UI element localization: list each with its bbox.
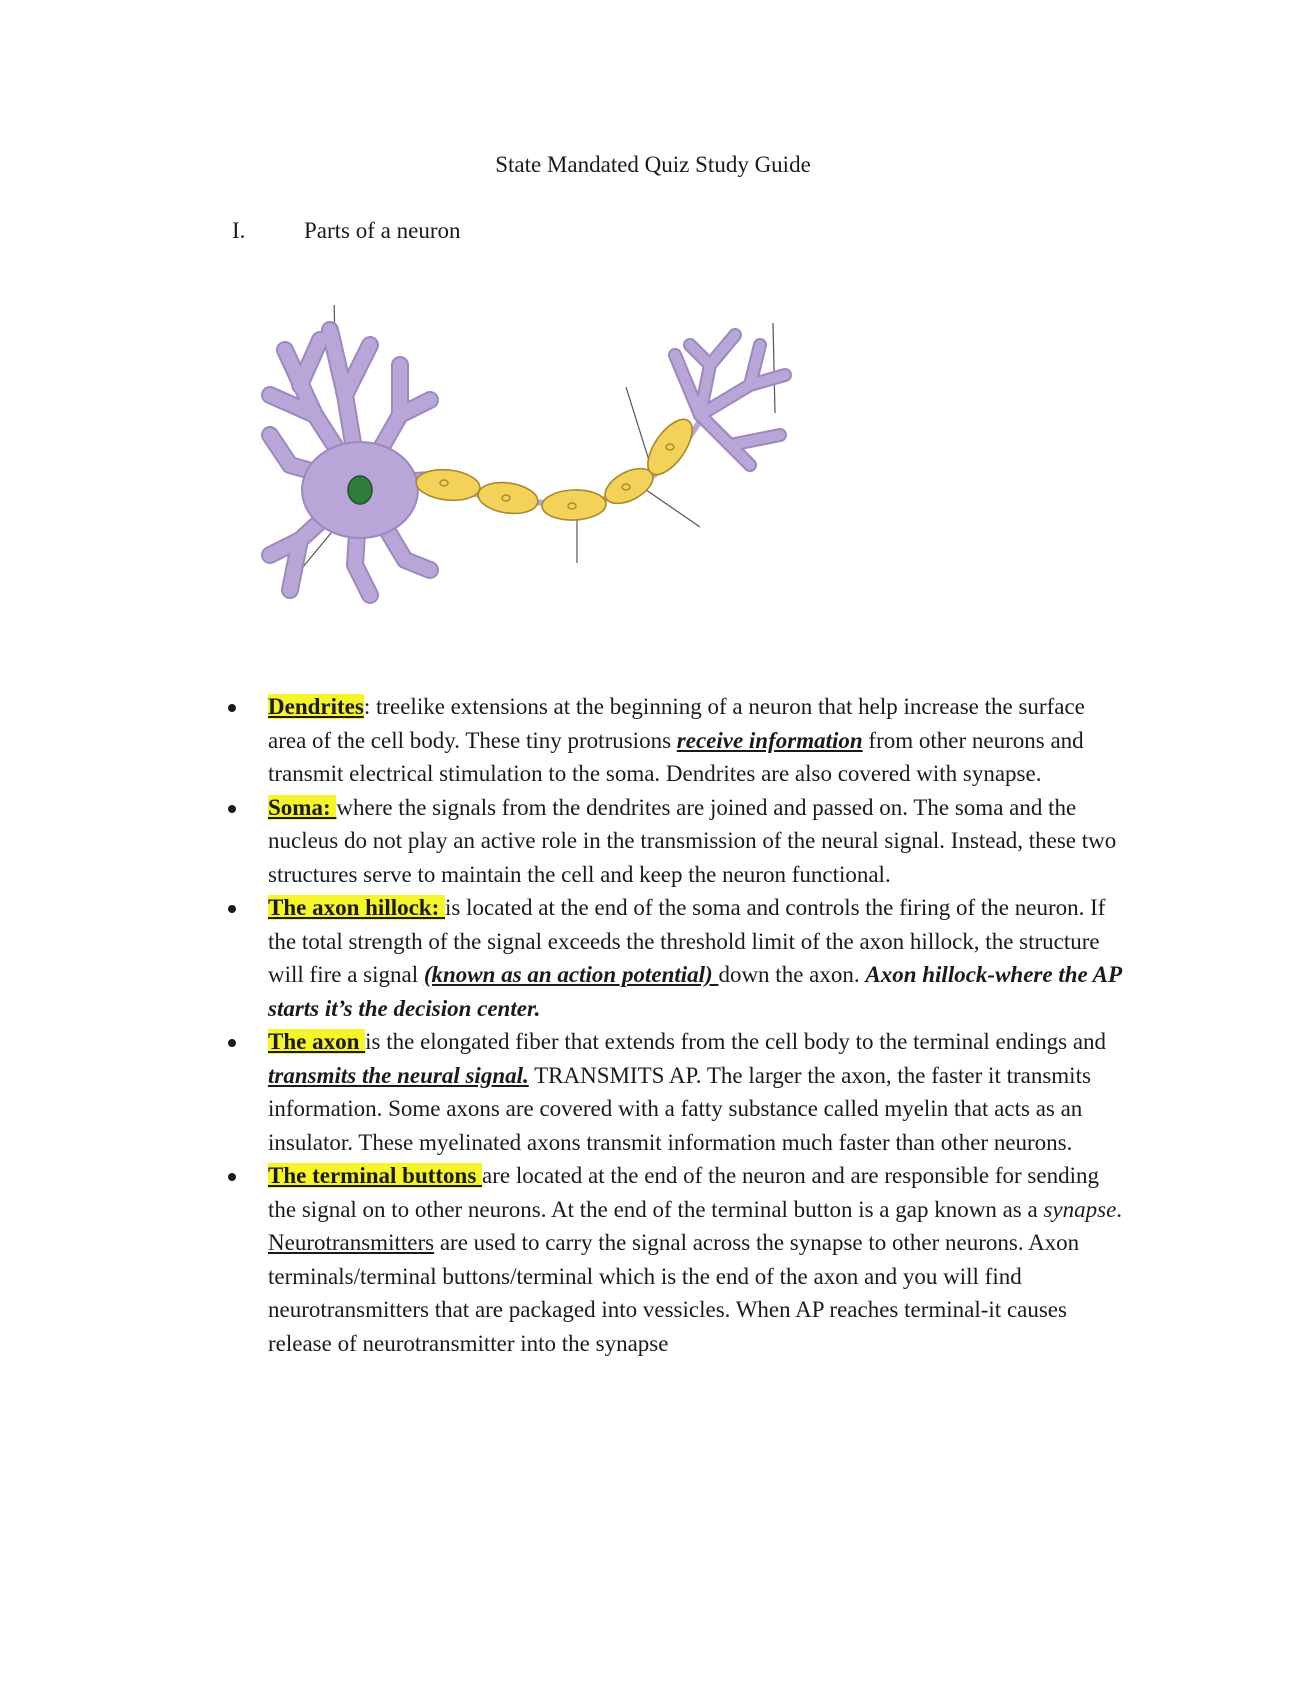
definition-text: are used to carry the signal across the synapse to other neurons. Axon terminals/terminal buttons/terminal which is the end of the axon and you will find neurotransmitters that are packaged into vessicles. When AP reaches terminal-it causes release of neurotransmitter into the synapse bbox=[268, 1230, 1080, 1356]
neuron-diagram bbox=[260, 305, 840, 605]
definition-text: down the axon. bbox=[718, 962, 866, 987]
bullet-dot bbox=[228, 1039, 236, 1047]
emphasis-text: transmits the neural signal. bbox=[268, 1062, 529, 1088]
emphasis-text: (known as an action potential) bbox=[423, 962, 719, 987]
definition-text: . bbox=[1116, 1196, 1123, 1222]
list-item-terminal-buttons bbox=[228, 1159, 1128, 1360]
list-item-soma bbox=[228, 791, 1128, 892]
myelin-sheaths bbox=[415, 412, 701, 521]
section-heading bbox=[232, 218, 461, 244]
document-title: State Mandated Quiz Study Guide bbox=[495, 152, 811, 177]
bullet-dot bbox=[228, 1173, 236, 1181]
term-axon: The axon bbox=[268, 1029, 366, 1054]
section-title: Parts of a neuron bbox=[304, 218, 461, 243]
definition-text: is located at the end of the soma and controls the firing of the neuron. If the total strength of the signal exceeds the threshold limit of the axon hillock, the structure will fire a signal bbox=[268, 895, 1106, 987]
list-item-dendrites bbox=[228, 690, 1128, 791]
definition-text: are located at the end of the neuron and are responsible for sending the signal on to other neurons. At the end of the terminal button is a gap known as a bbox=[268, 1163, 1099, 1222]
definition-text: : treelike extensions at the beginning of a neuron that help increase the surface area of the cell body. These tiny protrusions bbox=[268, 694, 1085, 753]
term-dendrites: Dendrites bbox=[268, 694, 364, 719]
bullet-dot bbox=[228, 905, 236, 913]
definitions-list bbox=[228, 690, 1128, 1360]
term-terminal-buttons: The terminal buttons bbox=[268, 1163, 483, 1188]
underlined-text: Neurotransmitters bbox=[268, 1230, 435, 1255]
term-axon-hillock: The axon hillock: bbox=[268, 895, 446, 920]
definition-text: where the signals from the dendrites are joined and passed on. The soma and the nucleus do not play an active role in the transmission of the neural signal. Instead, these two structures serve to maintain the cell and keep the neuron functional. bbox=[268, 794, 1117, 887]
section-number: I. bbox=[232, 218, 246, 243]
term-soma: Soma: bbox=[268, 794, 337, 820]
nucleus bbox=[348, 476, 372, 504]
emphasis-text: receive information bbox=[676, 727, 863, 753]
axon-terminals bbox=[675, 335, 785, 465]
emphasis-text: Axon hillock-where the AP starts it’s the decision center. bbox=[268, 962, 1122, 1021]
definition-text: is the elongated fiber that extends from the cell body to the terminal endings and bbox=[365, 1029, 1107, 1054]
bullet-dot bbox=[228, 704, 236, 712]
list-item-axon-hillock bbox=[228, 891, 1128, 1025]
italic-text: synapse bbox=[1043, 1196, 1117, 1222]
bullet-dot bbox=[228, 805, 236, 813]
definition-text: from other neurons and transmit electrical stimulation to the soma. Dendrites are also covered with synapse. bbox=[268, 727, 1084, 786]
list-item-axon bbox=[228, 1025, 1128, 1159]
definition-text: TRANSMITS AP. The larger the axon, the faster it transmits information. Some axons are covered with a fatty substance called myelin that acts as an insulator. These myelinated axons transmit information much faster than other neurons. bbox=[268, 1062, 1091, 1155]
